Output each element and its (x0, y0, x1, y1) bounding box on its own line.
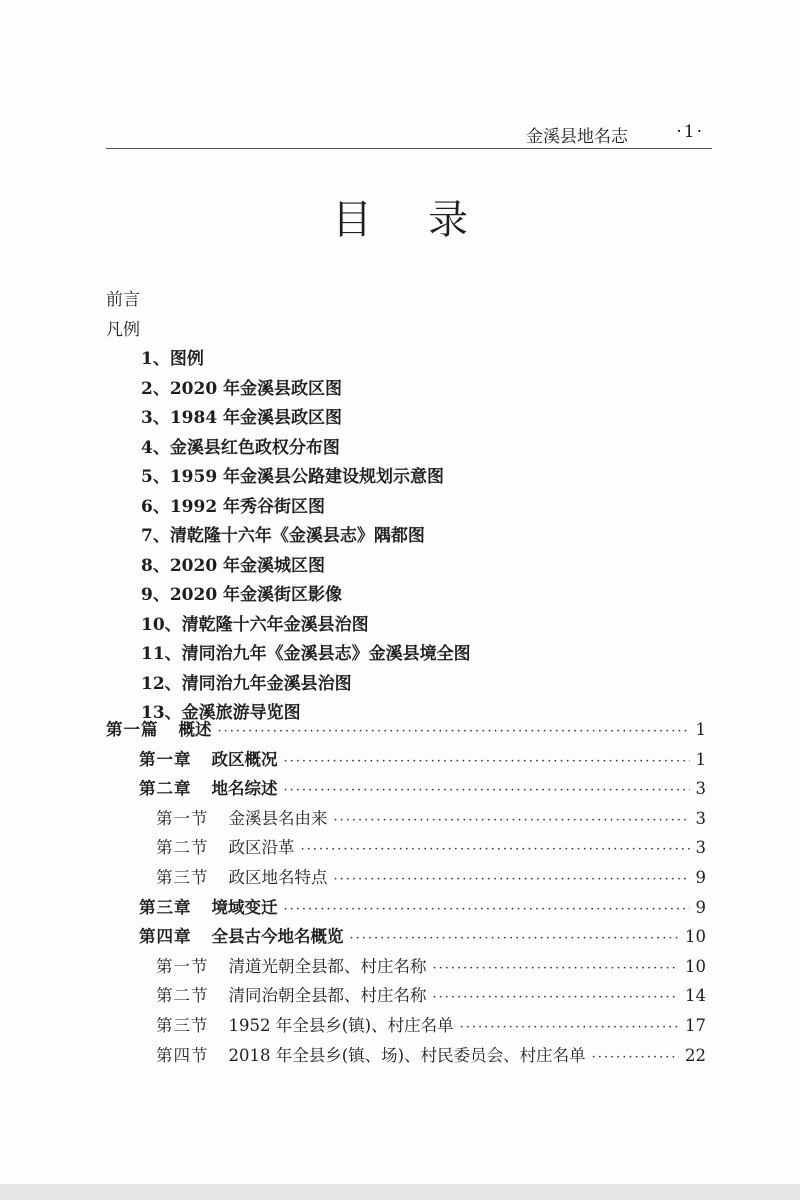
dot-leader (301, 835, 690, 865)
toc-title: 金溪县名由来 (228, 808, 328, 828)
toc-page: 1 (695, 749, 706, 769)
toc-entry-chapter[interactable] (106, 774, 706, 804)
toc-number: 第一篇 (106, 720, 159, 739)
running-header (106, 120, 712, 149)
figure-item: 7、清乾隆十六年《金溪县志》隅都图 (141, 526, 425, 546)
toc-entry-chapter[interactable] (106, 745, 706, 775)
toc-page: 10 (685, 927, 706, 947)
page-title: 目录 (332, 197, 524, 243)
dot-leader (284, 747, 690, 777)
figure-item: 2、2020 年金溪县政区图 (141, 378, 343, 399)
scan-edge (0, 1184, 800, 1200)
front-matter-item: 凡例 (106, 319, 140, 340)
book-title: 金溪县地名志 (526, 127, 628, 147)
dot-leader (334, 865, 690, 895)
toc-title: 境域变迁 (211, 897, 278, 917)
toc-number: 第二章 (139, 779, 192, 799)
figure-item: 3、1984 年金溪县政区图 (141, 408, 343, 428)
toc-number: 第二节 (156, 838, 209, 858)
dot-leader (284, 776, 690, 806)
toc-number: 第四节 (156, 1045, 209, 1065)
toc-number: 第三节 (156, 867, 209, 887)
dot-leader (592, 1043, 679, 1073)
toc-page: 9 (695, 867, 706, 887)
toc-title: 2018 年全县乡(镇、场)、村民委员会、村庄名单 (228, 1045, 586, 1065)
figure-item: 10、清乾隆十六年金溪县治图 (141, 614, 369, 635)
toc-entry-section[interactable] (106, 804, 706, 834)
toc-entry-section[interactable] (106, 952, 706, 982)
dot-leader (460, 1013, 679, 1043)
toc-page: 14 (685, 986, 706, 1006)
page-number: ·1· (676, 122, 704, 142)
toc-entry-section[interactable] (106, 1041, 706, 1071)
dot-leader (433, 983, 680, 1013)
figure-item: 8、2020 年金溪城区图 (141, 555, 326, 576)
toc-number: 第四章 (139, 927, 192, 947)
toc-title: 1952 年全县乡(镇)、村庄名单 (228, 1015, 454, 1035)
toc-number: 第三节 (156, 1015, 209, 1035)
toc-number: 第一节 (156, 808, 209, 828)
toc-page: 3 (695, 779, 706, 799)
toc-number: 第一章 (139, 749, 192, 769)
toc-title: 政区沿革 (228, 838, 295, 858)
dot-leader (284, 895, 690, 925)
front-matter-item: 前言 (106, 290, 140, 310)
figure-item: 9、2020 年金溪街区影像 (141, 585, 343, 605)
toc-title: 政区地名特点 (228, 867, 328, 887)
figure-item: 5、1959 年金溪县公路建设规划示意图 (141, 467, 445, 487)
toc-page: 22 (685, 1045, 706, 1065)
toc-entry-section[interactable] (106, 833, 706, 863)
front-matter-list (106, 286, 712, 729)
toc-number: 第二节 (156, 986, 209, 1006)
toc-title: 清道光朝全县都、村庄名称 (228, 956, 427, 976)
toc-list (106, 715, 706, 1070)
dot-leader (334, 806, 690, 836)
toc-page: 9 (695, 897, 706, 917)
figure-item: 1、图例 (141, 349, 204, 369)
toc-entry-chapter[interactable] (106, 922, 706, 952)
toc-title: 政区概况 (211, 749, 278, 769)
toc-title: 地名综述 (211, 779, 278, 799)
toc-entry-chapter[interactable] (106, 893, 706, 923)
dot-leader (218, 717, 690, 747)
dot-leader (433, 954, 680, 984)
figure-item: 13、金溪旅游导览图 (141, 703, 301, 723)
toc-page: 3 (695, 808, 706, 828)
toc-page: 3 (695, 838, 706, 858)
toc-title: 全县古今地名概览 (211, 927, 344, 947)
toc-entry-section[interactable] (106, 863, 706, 893)
figure-item: 12、清同治九年金溪县治图 (141, 673, 352, 694)
toc-page: 17 (685, 1015, 706, 1035)
toc-entry-section[interactable] (106, 981, 706, 1011)
toc-page: 10 (685, 956, 706, 976)
toc-entry-section[interactable] (106, 1011, 706, 1041)
toc-page: 1 (695, 720, 706, 739)
toc-title: 概述 (178, 720, 212, 739)
figure-item: 6、1992 年秀谷街区图 (141, 496, 326, 517)
toc-title: 清同治朝全县都、村庄名称 (228, 986, 427, 1006)
toc-entry-part[interactable] (106, 715, 706, 745)
figure-item: 11、清同治九年《金溪县志》金溪县境全图 (141, 644, 471, 664)
dot-leader (350, 924, 680, 954)
toc-number: 第三章 (139, 897, 192, 917)
figure-item: 4、金溪县红色政权分布图 (141, 437, 340, 458)
toc-number: 第一节 (156, 956, 209, 976)
